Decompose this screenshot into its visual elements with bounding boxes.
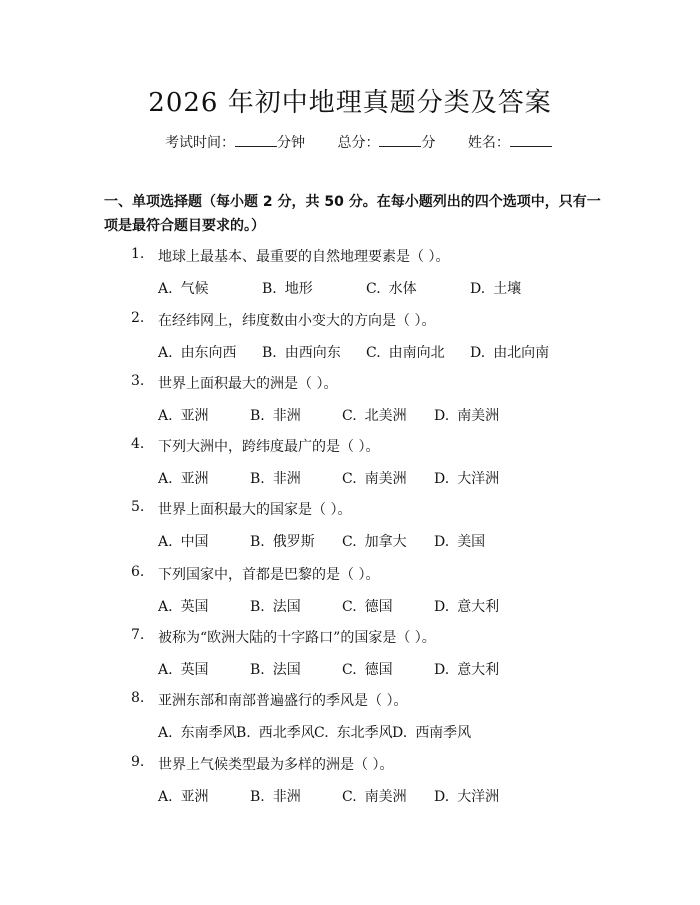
time-label: 考试时间： bbox=[165, 135, 235, 151]
option-letter: B. bbox=[250, 471, 265, 487]
option-a[interactable] bbox=[158, 531, 250, 551]
option-letter: D. bbox=[434, 534, 450, 550]
question-number: 6. bbox=[131, 564, 145, 580]
option-text: 地形 bbox=[284, 281, 313, 297]
question-stem: 被称为“欧洲大陆的十字路口”的国家是（ ）。 bbox=[158, 630, 436, 646]
options bbox=[158, 659, 526, 679]
option-b[interactable] bbox=[250, 468, 342, 488]
option-letter: D. bbox=[434, 789, 450, 805]
option-letter: A. bbox=[158, 471, 173, 487]
option-text: 东南季风 bbox=[180, 725, 237, 741]
option-text: 加拿大 bbox=[364, 534, 407, 550]
option-c[interactable] bbox=[342, 468, 434, 488]
option-text: 俄罗斯 bbox=[272, 534, 315, 550]
option-letter: C. bbox=[314, 725, 329, 741]
option-c[interactable] bbox=[342, 659, 434, 679]
name-blank[interactable] bbox=[510, 132, 552, 147]
option-b[interactable] bbox=[250, 405, 342, 425]
option-letter: B. bbox=[250, 408, 265, 424]
total-score bbox=[337, 132, 435, 152]
option-text: 亚洲 bbox=[180, 789, 209, 805]
options bbox=[158, 596, 526, 616]
option-c[interactable] bbox=[366, 278, 470, 298]
option-text: 大洋洲 bbox=[457, 471, 500, 487]
option-letter: A. bbox=[158, 408, 173, 424]
score-label: 总分： bbox=[337, 135, 380, 151]
option-d[interactable] bbox=[392, 722, 470, 742]
option-letter: D. bbox=[434, 471, 450, 487]
option-letter: C. bbox=[342, 534, 357, 550]
question-stem: 世界上面积最大的国家是（ ）。 bbox=[158, 502, 352, 518]
option-text: 非洲 bbox=[272, 408, 301, 424]
option-a[interactable] bbox=[158, 405, 250, 425]
option-text: 中国 bbox=[180, 534, 209, 550]
option-a[interactable] bbox=[158, 786, 250, 806]
question-stem: 世界上面积最大的洲是（ ）。 bbox=[158, 376, 338, 392]
option-text: 德国 bbox=[364, 662, 393, 678]
option-text: 由东向西 bbox=[180, 345, 237, 361]
option-letter: A. bbox=[158, 534, 173, 550]
option-a[interactable] bbox=[158, 659, 250, 679]
option-b[interactable] bbox=[262, 342, 366, 362]
question-number: 8. bbox=[131, 690, 145, 706]
option-b[interactable] bbox=[250, 596, 342, 616]
question-stem: 在经纬网上，纬度数由小变大的方向是（ ）。 bbox=[158, 313, 436, 329]
option-letter: C. bbox=[342, 662, 357, 678]
option-letter: B. bbox=[250, 599, 265, 615]
option-text: 气候 bbox=[180, 281, 209, 297]
option-text: 美国 bbox=[457, 534, 486, 550]
question-stem: 下列大洲中，跨纬度最广的是（ ）。 bbox=[158, 439, 380, 455]
option-a[interactable] bbox=[158, 596, 250, 616]
option-letter: A. bbox=[158, 345, 173, 361]
option-text: 意大利 bbox=[457, 599, 500, 615]
option-letter: D. bbox=[434, 408, 450, 424]
option-d[interactable] bbox=[434, 596, 526, 616]
option-text: 南美洲 bbox=[457, 408, 500, 424]
options bbox=[158, 278, 574, 298]
option-b[interactable] bbox=[250, 531, 342, 551]
options bbox=[158, 531, 526, 551]
question-stem: 亚洲东部和南部普遍盛行的季风是（ ）。 bbox=[158, 693, 408, 709]
option-text: 法国 bbox=[272, 662, 301, 678]
option-letter: A. bbox=[158, 281, 173, 297]
time-blank[interactable] bbox=[235, 132, 277, 147]
question-number: 4. bbox=[131, 436, 145, 452]
option-text: 东北季风 bbox=[336, 725, 393, 741]
option-a[interactable] bbox=[158, 342, 262, 362]
option-letter: A. bbox=[158, 789, 173, 805]
exam-time bbox=[165, 132, 305, 152]
option-letter: D. bbox=[470, 281, 486, 297]
option-letter: B. bbox=[250, 789, 265, 805]
option-d[interactable] bbox=[434, 531, 526, 551]
option-text: 英国 bbox=[180, 662, 209, 678]
question-stem: 下列国家中，首都是巴黎的是（ ）。 bbox=[158, 567, 380, 583]
option-d[interactable] bbox=[470, 342, 574, 362]
option-text: 亚洲 bbox=[180, 408, 209, 424]
question-number: 7. bbox=[131, 627, 145, 643]
question-number: 9. bbox=[131, 754, 145, 770]
option-a[interactable] bbox=[158, 278, 262, 298]
option-letter: C. bbox=[342, 471, 357, 487]
option-text: 水体 bbox=[388, 281, 417, 297]
option-text: 南美洲 bbox=[364, 789, 407, 805]
option-text: 德国 bbox=[364, 599, 393, 615]
option-a[interactable] bbox=[158, 722, 236, 742]
question-stem: 世界上气候类型最为多样的洲是（ ）。 bbox=[158, 757, 394, 773]
option-c[interactable] bbox=[342, 531, 434, 551]
option-text: 由南向北 bbox=[388, 345, 445, 361]
options bbox=[158, 405, 526, 425]
option-text: 由北向南 bbox=[493, 345, 550, 361]
options bbox=[158, 342, 574, 362]
options bbox=[158, 722, 470, 742]
option-text: 北美洲 bbox=[364, 408, 407, 424]
option-text: 法国 bbox=[272, 599, 301, 615]
exam-meta bbox=[165, 132, 580, 152]
option-c[interactable] bbox=[314, 722, 392, 742]
options bbox=[158, 786, 526, 806]
question-number: 1. bbox=[131, 246, 145, 262]
option-text: 西北季风 bbox=[258, 725, 315, 741]
option-a[interactable] bbox=[158, 468, 250, 488]
option-text: 非洲 bbox=[272, 789, 301, 805]
option-letter: B. bbox=[262, 345, 277, 361]
option-letter: B. bbox=[236, 725, 251, 741]
option-text: 由西向东 bbox=[284, 345, 341, 361]
question-number: 5. bbox=[131, 499, 145, 515]
option-d[interactable] bbox=[434, 659, 526, 679]
option-c[interactable] bbox=[366, 342, 470, 362]
option-letter: D. bbox=[470, 345, 486, 361]
option-letter: C. bbox=[366, 345, 381, 361]
option-text: 大洋洲 bbox=[457, 789, 500, 805]
option-letter: C. bbox=[342, 408, 357, 424]
name-label: 姓名： bbox=[467, 135, 510, 151]
option-b[interactable] bbox=[262, 278, 366, 298]
option-text: 南美洲 bbox=[364, 471, 407, 487]
option-letter: D. bbox=[434, 662, 450, 678]
option-d[interactable] bbox=[434, 786, 526, 806]
option-b[interactable] bbox=[236, 722, 314, 742]
question-number: 2. bbox=[131, 310, 145, 326]
option-c[interactable] bbox=[342, 405, 434, 425]
time-unit: 分钟 bbox=[277, 135, 305, 151]
option-text: 意大利 bbox=[457, 662, 500, 678]
option-text: 英国 bbox=[180, 599, 209, 615]
option-d[interactable] bbox=[470, 278, 574, 298]
option-text: 非洲 bbox=[272, 471, 301, 487]
option-letter: C. bbox=[366, 281, 381, 297]
section-heading: 一、单项选择题（每小题 2 分，共 50 分。在每小题列出的四个选项中，只有一项是最符合题目要求的。） bbox=[104, 194, 601, 234]
question-stem: 地球上最基本、最重要的自然地理要素是（ ）。 bbox=[158, 249, 450, 265]
option-letter: A. bbox=[158, 662, 173, 678]
option-letter: D. bbox=[434, 599, 450, 615]
question-number: 3. bbox=[131, 373, 145, 389]
score-unit: 分 bbox=[421, 135, 436, 151]
option-b[interactable] bbox=[250, 786, 342, 806]
option-b[interactable] bbox=[250, 659, 342, 679]
option-c[interactable] bbox=[342, 786, 434, 806]
option-letter: B. bbox=[262, 281, 277, 297]
option-letter: A. bbox=[158, 725, 173, 741]
option-c[interactable] bbox=[342, 596, 434, 616]
option-d[interactable] bbox=[434, 405, 526, 425]
student-name bbox=[468, 132, 552, 152]
option-letter: D. bbox=[392, 725, 408, 741]
option-letter: B. bbox=[250, 534, 265, 550]
option-letter: C. bbox=[342, 789, 357, 805]
option-letter: A. bbox=[158, 599, 173, 615]
option-text: 土壤 bbox=[493, 281, 522, 297]
score-blank[interactable] bbox=[379, 132, 421, 147]
options bbox=[158, 468, 526, 488]
option-letter: B. bbox=[250, 662, 265, 678]
option-d[interactable] bbox=[434, 468, 526, 488]
page-title: 2026 年初中地理真题分类及答案 bbox=[148, 88, 552, 118]
option-letter: C. bbox=[342, 599, 357, 615]
option-text: 亚洲 bbox=[180, 471, 209, 487]
option-text: 西南季风 bbox=[415, 725, 472, 741]
